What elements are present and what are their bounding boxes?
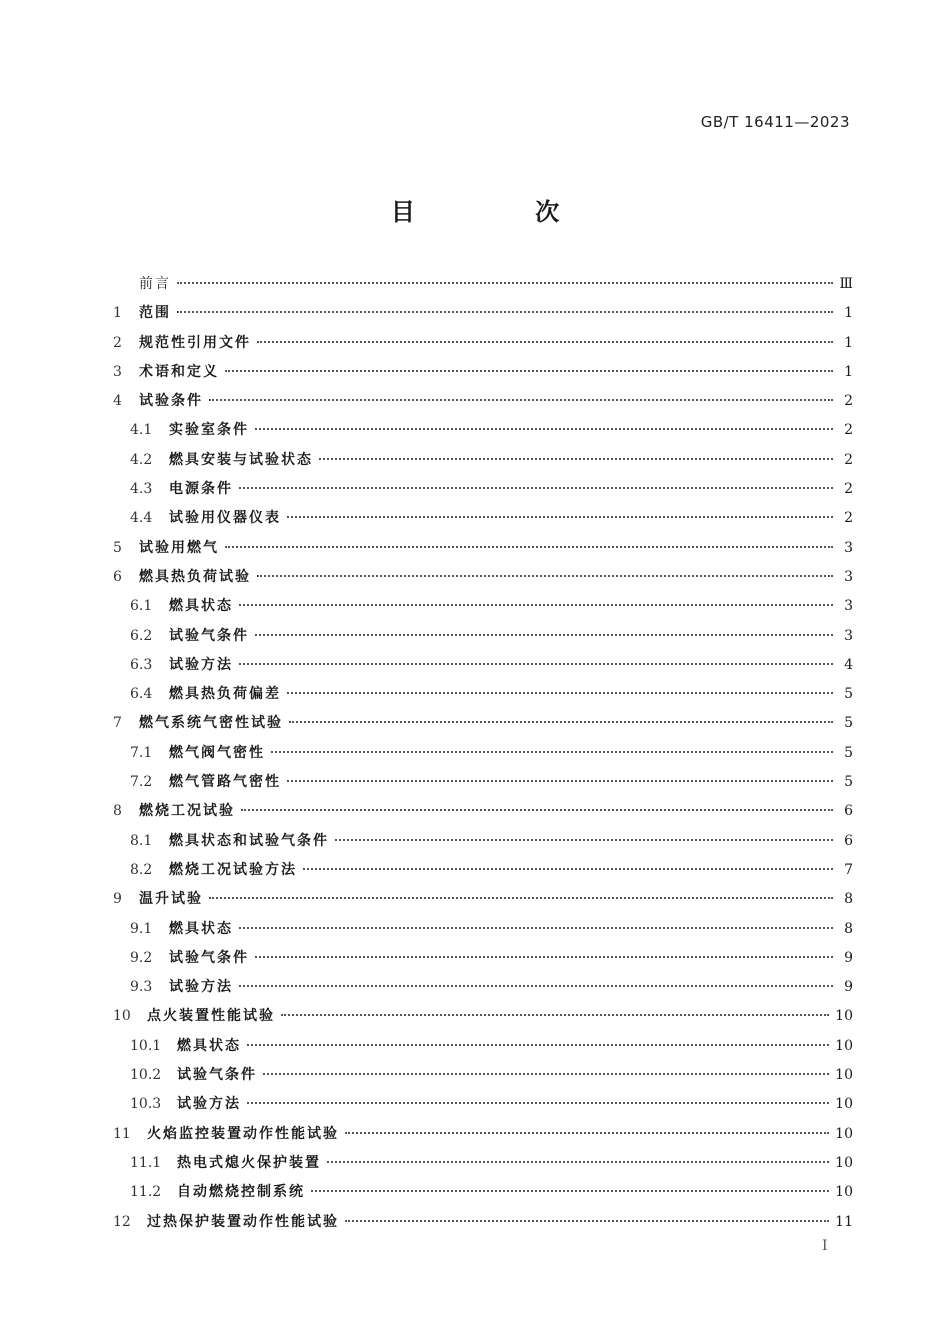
toc-entry-page: 5 — [844, 774, 853, 791]
toc-entry-page: 5 — [844, 744, 853, 761]
toc-entry-number: 7.1 — [130, 744, 153, 761]
toc-entry-page: 10 — [835, 1067, 853, 1084]
dot-leader — [263, 1073, 829, 1075]
toc-entry-label: 温升试验 — [139, 891, 203, 908]
dot-leader — [255, 428, 833, 430]
dot-leader — [209, 897, 833, 899]
toc-entry-number: 11 — [113, 1125, 131, 1142]
toc-entry[interactable] — [113, 709, 853, 738]
toc-entry[interactable] — [113, 592, 853, 621]
toc-entry-page: 2 — [844, 510, 853, 527]
page-title: 目 次 — [390, 198, 616, 226]
toc-entry-label: 试验用仪器仪表 — [169, 510, 281, 527]
toc-entry-number: 10.1 — [130, 1037, 162, 1054]
toc-entry-page: 7 — [844, 861, 853, 878]
toc-entry-number: 12 — [113, 1213, 131, 1230]
toc-entry-number: 8 — [113, 803, 122, 820]
toc-entry-page: 6 — [844, 832, 853, 849]
toc-entry-page: 2 — [844, 422, 853, 439]
toc-entry-page: 3 — [844, 627, 853, 644]
dot-leader — [257, 341, 833, 343]
toc-entry-number: 9.3 — [130, 979, 153, 996]
toc-entry[interactable] — [113, 504, 853, 533]
toc-entry[interactable] — [113, 534, 853, 563]
toc-entry-number: 6.3 — [130, 656, 153, 673]
toc-entry-label: 规范性引用文件 — [139, 334, 251, 351]
toc-entry-number: 10 — [113, 1008, 131, 1025]
dot-leader — [247, 1102, 829, 1104]
toc-entry-number: 2 — [113, 334, 122, 351]
toc-entry[interactable] — [113, 1149, 853, 1178]
dot-leader — [239, 487, 833, 489]
toc-entry-label: 试验条件 — [139, 393, 203, 410]
toc-entry[interactable] — [113, 416, 853, 445]
dot-leader — [271, 751, 833, 753]
dot-leader — [335, 839, 833, 841]
toc-entry-label: 前言 — [139, 276, 171, 292]
toc-entry-label: 燃具状态 — [177, 1037, 241, 1054]
dot-leader — [257, 575, 833, 577]
toc-entry-page: 3 — [844, 539, 853, 556]
toc-entry[interactable] — [113, 1032, 853, 1061]
toc-entry[interactable] — [113, 1061, 853, 1090]
toc-entry-number: 6.1 — [130, 598, 153, 615]
toc-entry-label: 热电式熄火保护装置 — [177, 1154, 321, 1171]
dot-leader — [239, 985, 833, 987]
toc-entry-label: 自动燃烧控制系统 — [177, 1184, 305, 1201]
toc-entry[interactable] — [113, 1002, 853, 1031]
toc-entry-page: 5 — [844, 715, 853, 732]
toc-entry-number: 4.1 — [130, 422, 153, 439]
toc-entry-label: 试验方法 — [177, 1096, 241, 1113]
toc-entry-page: 2 — [844, 481, 853, 498]
dot-leader — [255, 956, 833, 958]
toc-entry[interactable] — [113, 1090, 853, 1119]
toc-entry-label: 燃烧工况试验 — [139, 803, 235, 820]
toc-entry-label: 范围 — [139, 305, 171, 322]
toc-entry-number: 7.2 — [130, 774, 153, 791]
toc-entry-page: 3 — [844, 598, 853, 615]
toc-entry[interactable] — [113, 856, 853, 885]
toc-entry-label: 燃具状态 — [169, 920, 233, 937]
toc-entry-label: 燃气阀气密性 — [169, 744, 265, 761]
toc-entry-number: 4.3 — [130, 481, 153, 498]
toc-entry[interactable] — [113, 1120, 853, 1149]
toc-entry-number: 1 — [113, 305, 122, 322]
dot-leader — [255, 634, 833, 636]
toc-entry-label: 试验用燃气 — [139, 539, 219, 556]
toc-entry-page: 2 — [844, 393, 853, 410]
toc-entry-label: 试验气条件 — [169, 949, 249, 966]
toc-entry[interactable] — [113, 329, 853, 358]
toc-entry-number: 8.2 — [130, 861, 153, 878]
toc-entry[interactable] — [113, 299, 853, 328]
toc-entry[interactable] — [113, 827, 853, 856]
dot-leader — [281, 1014, 829, 1016]
toc-entry-page: 4 — [844, 656, 853, 673]
toc-entry[interactable] — [113, 446, 853, 475]
toc-entry-page: 8 — [844, 891, 853, 908]
dot-leader — [327, 1161, 829, 1163]
toc-entry-page: 5 — [844, 686, 853, 703]
toc-entry[interactable] — [113, 1178, 853, 1207]
toc-entry[interactable] — [113, 387, 853, 416]
toc-entry-page: Ⅲ — [839, 276, 853, 292]
dot-leader — [287, 780, 833, 782]
toc-entry-page: 10 — [835, 1096, 853, 1113]
toc-entry-page: 1 — [844, 363, 853, 380]
toc-entry[interactable] — [113, 944, 853, 973]
toc-entry-number: 11.1 — [130, 1154, 162, 1171]
toc-entry-label: 试验气条件 — [169, 627, 249, 644]
toc-entry-page: 10 — [835, 1154, 853, 1171]
dot-leader — [239, 927, 833, 929]
toc-entry-number: 4.4 — [130, 510, 153, 527]
dot-leader — [303, 868, 833, 870]
toc-entry-page: 9 — [844, 949, 853, 966]
toc-entry-number: 4.2 — [130, 451, 153, 468]
toc-entry-label: 实验室条件 — [169, 422, 249, 439]
toc-entry-label: 燃具热负荷偏差 — [169, 686, 281, 703]
dot-leader — [247, 1044, 829, 1046]
toc-entry-label: 火焰监控装置动作性能试验 — [147, 1125, 339, 1142]
page-number: I — [822, 1238, 828, 1254]
toc-entry[interactable] — [113, 973, 853, 1002]
toc-entry-page: 1 — [844, 305, 853, 322]
table-of-contents — [113, 270, 853, 1237]
toc-entry-number: 4 — [113, 393, 122, 410]
toc-entry-number: 11.2 — [130, 1184, 162, 1201]
toc-entry-label: 燃具状态 — [169, 598, 233, 615]
toc-entry[interactable] — [113, 797, 853, 826]
dot-leader — [319, 458, 833, 460]
toc-entry-page: 10 — [835, 1184, 853, 1201]
toc-entry[interactable] — [113, 915, 853, 944]
toc-entry-page: 6 — [844, 803, 853, 820]
dot-leader — [177, 282, 833, 284]
dot-leader — [241, 809, 833, 811]
toc-entry-label: 点火装置性能试验 — [147, 1008, 275, 1025]
toc-entry-label: 燃具状态和试验气条件 — [169, 832, 329, 849]
toc-entry-number: 9 — [113, 891, 122, 908]
dot-leader — [177, 311, 833, 313]
toc-entry-number: 6 — [113, 568, 122, 585]
toc-entry-label: 燃具安装与试验状态 — [169, 451, 313, 468]
toc-entry-label: 燃气管路气密性 — [169, 774, 281, 791]
toc-entry-label: 过热保护装置动作性能试验 — [147, 1213, 339, 1230]
toc-entry[interactable] — [113, 270, 853, 299]
dot-leader — [239, 604, 833, 606]
dot-leader — [287, 692, 833, 694]
toc-entry[interactable] — [113, 680, 853, 709]
toc-entry-label: 术语和定义 — [139, 363, 219, 380]
toc-entry-label: 试验气条件 — [177, 1067, 257, 1084]
dot-leader — [225, 546, 833, 548]
dot-leader — [345, 1132, 829, 1134]
toc-entry[interactable] — [113, 885, 853, 914]
toc-entry[interactable] — [113, 563, 853, 592]
toc-entry-number: 10.2 — [130, 1067, 162, 1084]
standard-code: GB/T 16411—2023 — [700, 113, 850, 131]
toc-entry-number: 6.2 — [130, 627, 153, 644]
toc-entry-page: 10 — [835, 1037, 853, 1054]
toc-entry-page: 3 — [844, 568, 853, 585]
toc-entry-page: 10 — [835, 1125, 853, 1142]
dot-leader — [311, 1190, 829, 1192]
toc-entry-number: 6.4 — [130, 686, 153, 703]
toc-entry-label: 试验方法 — [169, 979, 233, 996]
toc-entry-number: 9.2 — [130, 949, 153, 966]
toc-entry-page: 2 — [844, 451, 853, 468]
toc-entry-page: 9 — [844, 979, 853, 996]
toc-entry-page: 11 — [835, 1213, 853, 1230]
toc-entry-page: 10 — [835, 1008, 853, 1025]
toc-entry[interactable] — [113, 768, 853, 797]
toc-entry-label: 燃具热负荷试验 — [139, 568, 251, 585]
toc-entry-number: 7 — [113, 715, 122, 732]
dot-leader — [209, 399, 833, 401]
toc-entry[interactable] — [113, 622, 853, 651]
toc-entry-number: 8.1 — [130, 832, 153, 849]
dot-leader — [287, 516, 833, 518]
dot-leader — [225, 370, 833, 372]
toc-entry[interactable] — [113, 651, 853, 680]
toc-entry-number: 3 — [113, 363, 122, 380]
toc-entry[interactable] — [113, 475, 853, 504]
toc-entry[interactable] — [113, 739, 853, 768]
toc-entry-page: 8 — [844, 920, 853, 937]
toc-entry-page: 1 — [844, 334, 853, 351]
toc-entry-label: 燃气系统气密性试验 — [139, 715, 283, 732]
toc-entry-number: 10.3 — [130, 1096, 162, 1113]
toc-entry[interactable] — [113, 358, 853, 387]
dot-leader — [239, 663, 833, 665]
toc-entry[interactable] — [113, 1208, 853, 1237]
toc-entry-label: 电源条件 — [169, 481, 233, 498]
toc-entry-label: 试验方法 — [169, 656, 233, 673]
toc-entry-number: 5 — [113, 539, 122, 556]
dot-leader — [289, 721, 833, 723]
toc-entry-number: 9.1 — [130, 920, 153, 937]
toc-entry-label: 燃烧工况试验方法 — [169, 861, 297, 878]
dot-leader — [345, 1220, 829, 1222]
